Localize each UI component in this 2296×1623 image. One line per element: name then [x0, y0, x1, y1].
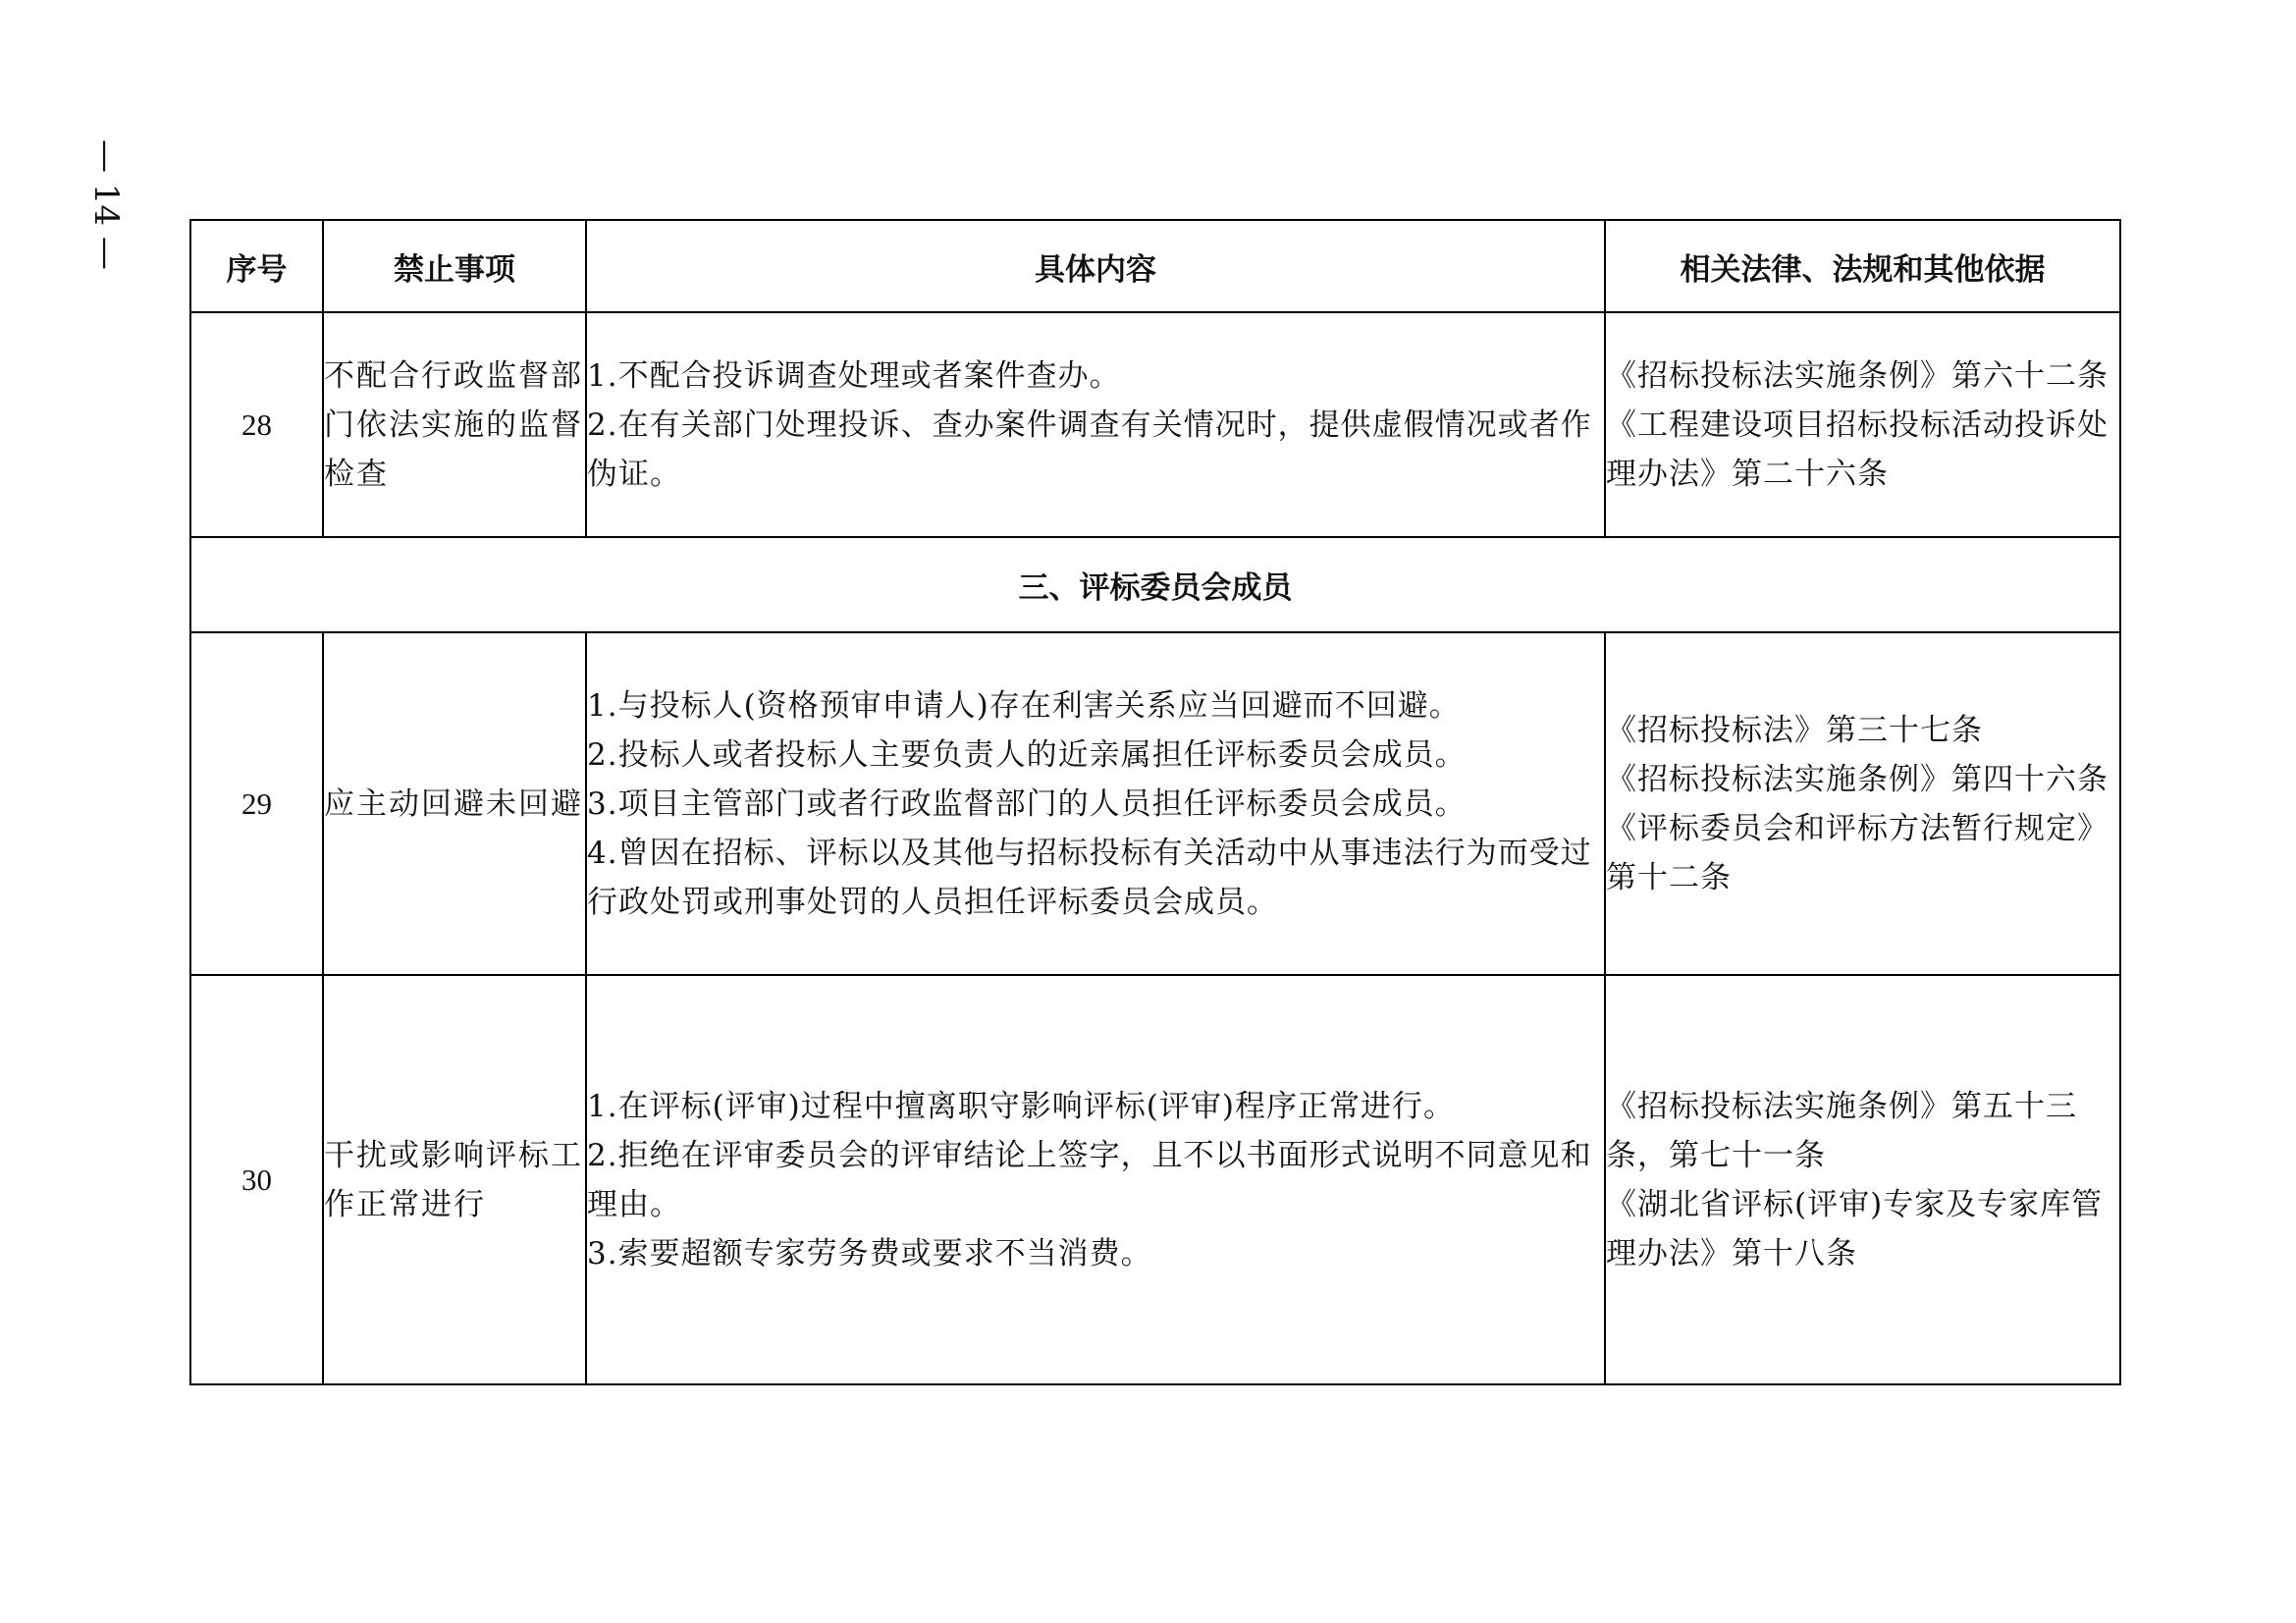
- row-28-item: 不配合行政监督部门依法实施的监督检查: [323, 312, 586, 537]
- row-30-basis-line-1: 《招标投标法实施条例》第五十三条，第七十一条: [1606, 1088, 2077, 1173]
- row-29-item: 应主动回避未回避: [323, 632, 586, 975]
- prohibited-items-table: [189, 219, 2121, 1385]
- row-28-basis-line-2: 《工程建设项目招标投标活动投诉处理办法》第二十六条: [1606, 406, 2109, 492]
- row-29-basis-line-2: 《招标投标法实施条例》第四十六条: [1606, 761, 2109, 797]
- row-29-seq: 29: [190, 632, 323, 975]
- row-29-content-line-1: 1.与投标人(资格预审申请人)存在利害关系应当回避而不回避。: [587, 687, 1461, 724]
- row-29-content-line-2: 2.投标人或者投标人主要负责人的近亲属担任评标委员会成员。: [587, 736, 1467, 773]
- row-29-basis-line-1: 《招标投标法》第三十七条: [1606, 712, 1983, 748]
- row-28-content: [586, 312, 1605, 537]
- row-28-content-line-1: 1.不配合投诉调查处理或者案件查办。: [587, 357, 1121, 394]
- row-30-content-line-2: 2.拒绝在评审委员会的评审结论上签字，且不以书面形式说明不同意见和理由。: [587, 1137, 1592, 1222]
- table-row-28: [190, 312, 2120, 537]
- row-30-basis: [1605, 975, 2120, 1384]
- row-28-content-line-2: 2.在有关部门处理投诉、查办案件调查有关情况时，提供虚假情况或者作伪证。: [587, 406, 1592, 492]
- row-29-content: [586, 632, 1605, 975]
- row-28-seq: 28: [190, 312, 323, 537]
- row-28-basis-line-1: 《招标投标法实施条例》第六十二条: [1606, 357, 2109, 394]
- row-29-content-line-3: 3.项目主管部门或者行政监督部门的人员担任评标委员会成员。: [587, 785, 1467, 822]
- table-row-30: [190, 975, 2120, 1384]
- section-3-title: 三、评标委员会成员: [190, 537, 2120, 632]
- row-30-content-line-3: 3.索要超额专家劳务费或要求不当消费。: [587, 1235, 1152, 1271]
- header-item: 禁止事项: [323, 220, 586, 312]
- row-30-item: 干扰或影响评标工作正常进行: [323, 975, 586, 1384]
- row-29-basis-line-3: 《评标委员会和评标方法暂行规定》第十二条: [1606, 810, 2109, 895]
- row-30-seq: 30: [190, 975, 323, 1384]
- table-row-29: [190, 632, 2120, 975]
- page-number: — 14 —: [86, 139, 126, 270]
- row-30-basis-line-2: 《湖北省评标(评审)专家及专家库管理办法》第十八条: [1606, 1186, 2104, 1271]
- header-seq: 序号: [190, 220, 323, 312]
- row-29-basis: [1605, 632, 2120, 975]
- header-content: 具体内容: [586, 220, 1605, 312]
- table-header-row: [190, 220, 2120, 312]
- row-29-content-line-4: 4.曾因在招标、评标以及其他与招标投标有关活动中从事违法行为而受过行政处罚或刑事处罚的人员担任评标委员会成员。: [587, 835, 1592, 920]
- section-row-3: [190, 537, 2120, 632]
- row-30-content-line-1: 1.在评标(评审)过程中擅离职守影响评标(评审)程序正常进行。: [587, 1088, 1455, 1124]
- row-28-basis: [1605, 312, 2120, 537]
- header-basis: 相关法律、法规和其他依据: [1605, 220, 2120, 312]
- row-30-content: [586, 975, 1605, 1384]
